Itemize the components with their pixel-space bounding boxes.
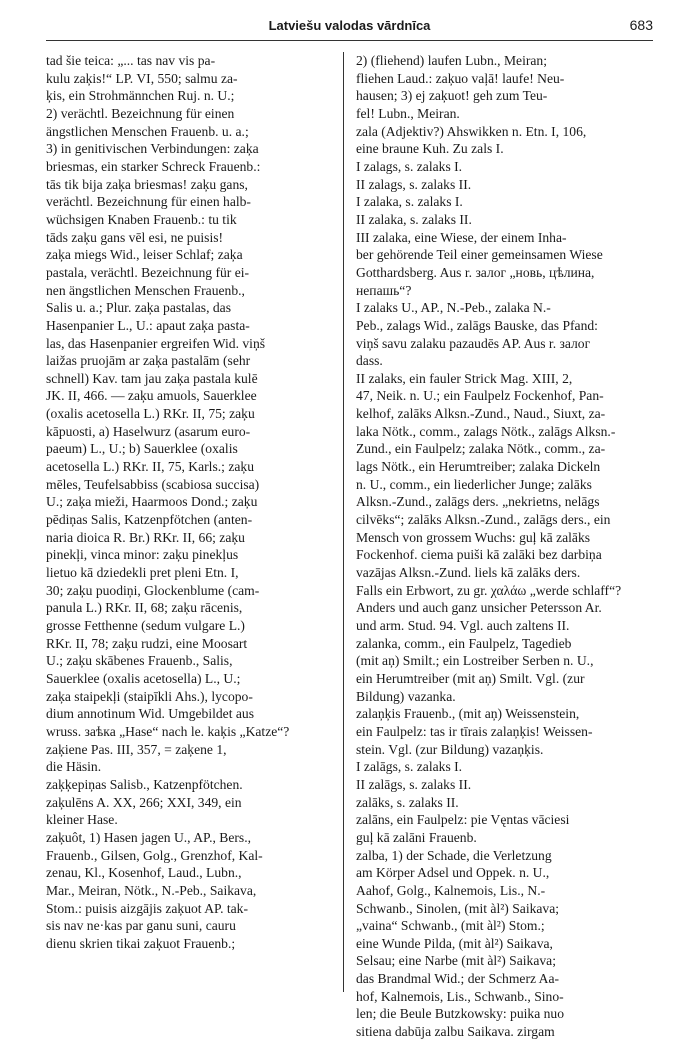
text-line: II zalaka, s. zalaks II. (356, 211, 472, 227)
page-number: 683 (629, 17, 653, 33)
text-line: viņš savu zalaku pazaudēs AP. Aus r. залог (356, 335, 591, 351)
text-line: grosse Fetthenne (sedum vulgare L.) (46, 618, 245, 633)
page-header (46, 16, 653, 41)
text-line: zalāns, ein Faulpelz: pie Vęntas vāciesi (356, 812, 570, 828)
text-line: ein Herumtreiber (mit aņ) Smilt. Vgl. (zur (356, 670, 585, 686)
text-line: naria dioica R. Br.) RKr. II, 66; zaķu (46, 529, 245, 545)
text-line: U.; zaķu skābenes Frauenb., Salis, (46, 653, 233, 669)
text-line: 3) in genitivischen Verbindungen: zaķa (46, 141, 259, 157)
text-line: zala (Adjektiv?) Ahswikken n. Etn. I, 106, (356, 123, 587, 139)
text-line: ängstlichen Menschen Frauenb. u. a.; (46, 123, 249, 139)
text-line: zalanka, comm., ein Faulpelz, Tagedieb (356, 635, 572, 651)
text-line: zaķa miegs Wid., leiser Schlaf; zaķa (46, 247, 243, 263)
text-line: zaķuôt, 1) Hasen jagen U., AP., Bers., (46, 829, 252, 845)
text-line: tad šie teica: „... tas nav vis pa- (46, 53, 216, 68)
text-line: fliehen Laud.: zaķuo vaļā! laufe! Neu- (356, 70, 565, 86)
text-line: I zalaka, s. zalaks I. (356, 194, 463, 210)
text-line: paeum) L., U.; b) Sauerklee (oxalis (46, 441, 238, 457)
text-line: Mensch von grossem Wuchs: guļ kā zalāks (356, 529, 591, 545)
text-line: Zund., ein Faulpelz; zalaka Nötk., comm., za- (356, 441, 606, 457)
text-line: Selsau; eine Narbe (mit àl²) Saikava; (356, 953, 556, 969)
text-line: eine Wunde Pilda, (mit àl²) Saikava, (356, 935, 553, 951)
text-line: 2) verächtl. Bezeichnung für einen (46, 105, 235, 121)
column-divider (343, 52, 344, 992)
text-line: schnell) Kav. tam jau zaķa pastala kulē (46, 370, 258, 386)
text-line: am Körper Adsel und Oppek. n. U., (356, 865, 550, 881)
text-line: непашь“? (356, 282, 412, 298)
text-line: panula L.) RKr. II, 68; zaķu rācenis, (46, 600, 243, 616)
text-line: briesmas, ein starker Schreck Frauenb.: (46, 158, 261, 174)
text-line: Peb., zalags Wid., zalāgs Bauske, das Pfand: (356, 317, 598, 333)
text-line: stein. Vgl. (zur Bildung) vazaņķis. (356, 741, 544, 757)
text-line: Hasenpanier L., U.: apaut zaķa pasta- (46, 317, 250, 333)
text-line: kleiner Hase. (46, 812, 118, 828)
left-column (46, 52, 332, 992)
text-line: wüchsigen Knaben Frauenb.: tu tik (46, 211, 237, 227)
text-line: las, das Hasenpanier ergreifen Wid. viņš (46, 335, 266, 351)
text-line: kulu zaķis!“ LP. VI, 550; salmu za- (46, 70, 238, 86)
text-line: Fockenhof. ciema puiši kā zalāki bez darbiņa (356, 547, 602, 563)
text-line: Mar., Meiran, Nötk., N.-Peb., Saikava, (46, 882, 257, 898)
text-line: hof, Kalnemois, Lis., Schwanb., Sino- (356, 988, 564, 1004)
text-line: Salis u. a.; Plur. zaķa pastalas, das (46, 300, 231, 316)
text-line: II zalags, s. zalaks II. (356, 176, 472, 192)
text-line: I zalāgs, s. zalaks I. (356, 759, 463, 775)
text-line: kāpuosti, a) Haselwurz (asarum euro- (46, 423, 251, 439)
text-line: die Häsin. (46, 759, 102, 775)
text-line: mēles, Teufelsabbiss (scabiosa succisa) (46, 476, 260, 492)
text-line: Stom.: puisis aizgājis zaķuot AP. tak- (46, 900, 249, 916)
text-line: I zalags, s. zalaks I. (356, 158, 463, 174)
text-line: ein Faulpelz: tas ir tīrais zalaņķis! Weissen- (356, 723, 593, 739)
text-line: 2) (fliehend) laufen Lubn., Meiran; (356, 53, 547, 68)
text-line: laižas pruojām ar zaķa pastalām (sehr (46, 353, 251, 369)
text-line: II zalāgs, s. zalaks II. (356, 776, 472, 792)
right-column (356, 52, 653, 1040)
text-line: zaķa staipekļi (staipīkli Ahs.), lycopo- (46, 688, 253, 704)
text-line: zalba, 1) der Schade, die Verletzung (356, 847, 552, 863)
text-line: fel! Lubn., Meiran. (356, 105, 460, 121)
text-line: dass. (356, 353, 383, 369)
text-line: Bildung) vazanka. (356, 688, 456, 704)
text-line: JK. II, 466. — zaķu amuols, Sauerklee (46, 388, 257, 404)
text-line: (oxalis acetosella L.) RKr. II, 75; zaķu (46, 406, 255, 422)
text-line: laka Nötk., comm., zalags Nötk., zalāgs Alksn.- (356, 423, 616, 439)
text-line: RKr. II, 78; zaķu rudzi, eine Moosart (46, 635, 248, 651)
text-line: ber gehörende Teil einer gemeinsamen Wiese (356, 247, 603, 263)
text-line: zaķķepiņas Salisb., Katzenpfötchen. (46, 776, 243, 792)
text-line: cilvēks“; zalāks Alksn.-Zund., zalāgs ders., ein (356, 512, 611, 528)
text-line: verächtl. Bezeichnung für einen halb- (46, 194, 251, 210)
text-line: III zalaka, eine Wiese, der einem Inha- (356, 229, 567, 245)
text-line: pinekļi, vinca minor: zaķu pinekļus (46, 547, 239, 563)
text-line: Anders und auch ganz unsicher Petersson Ar. (356, 600, 602, 616)
text-line: Gotthardsberg. Aus r. залог „новь, цѣлина, (356, 264, 595, 280)
text-line: zaķulēns A. XX, 266; XXI, 349, ein (46, 794, 242, 810)
text-line: wruss. заѣка „Hase“ nach le. kaķis „Katze“? (46, 723, 290, 739)
text-line: lietuo kā dziedekli pret pleni Etn. I, (46, 565, 239, 581)
text-line: zaķiene Pas. III, 357, = zaķene 1, (46, 741, 227, 757)
text-line: pēdiņas Salis, Katzenpfötchen (anten- (46, 512, 253, 528)
text-line: I zalaks U., AP., N.-Peb., zalaka N.- (356, 300, 551, 316)
text-line: U.; zaķa mieži, Haarmoos Dond.; zaķu (46, 494, 258, 510)
text-line: eine braune Kuh. Zu zals I. (356, 141, 504, 157)
text-line: hausen; 3) ej zaķuot! geh zum Teu- (356, 88, 548, 104)
page-title: Latviešu valodas vārdnīca (268, 18, 431, 33)
text-line: das Brandmal Wid.; der Schmerz Aa- (356, 971, 560, 987)
text-line: len; die Beule Butzkowsky: puika nuo (356, 1006, 565, 1022)
text-line: acetosella L.) RKr. II, 75, Karls.; zaķu (46, 459, 254, 475)
text-line: tās tik bija zaķa briesmas! zaķu gans, (46, 176, 248, 192)
text-line: ķis, ein Strohmännchen Ruj. n. U.; (46, 88, 235, 104)
text-line: dium annotinum Wid. Umgebildet aus (46, 706, 254, 722)
text-line: Schwanb., Sinolen, (mit àl²) Saikava; (356, 900, 560, 916)
text-line: zalāks, s. zalaks II. (356, 794, 459, 810)
text-line: Frauenb., Gilsen, Golg., Grenzhof, Kal- (46, 847, 263, 863)
text-line: Falls ein Erbwort, zu gr. χαλάω „werde schlaff“? (356, 582, 622, 598)
text-line: sis nav ne·kas par ganu suni, cauru (46, 918, 236, 934)
text-line: Aahof, Golg., Kalnemois, Lis., N.- (356, 882, 546, 898)
text-line: zenau, Kl., Kosenhof, Laud., Lubn., (46, 865, 242, 881)
text-line: (mit aņ) Smilt.; ein Lostreiber Serben n. U., (356, 653, 594, 669)
text-line: n. U., comm., ein liederlicher Junge; zalāks (356, 476, 592, 492)
text-line: nen ängstlichen Menschen Frauenb., (46, 282, 245, 298)
text-line: vazājas Alksn.-Zund. liels kā zalāks ders. (356, 565, 581, 581)
text-line: und arm. Stud. 94. Vgl. auch zaltens II. (356, 618, 570, 633)
text-line: 30; zaķu puodiņi, Glockenblume (cam- (46, 582, 260, 598)
text-line: zalaņķis Frauenb., (mit aņ) Weissenstein, (356, 706, 580, 722)
text-line: tāds zaķu gans vēl esi, ne puisis! (46, 229, 224, 245)
text-line: Sauerklee (oxalis acetosella) L., U.; (46, 670, 241, 686)
text-line: lags Nötk., ein Herumtreiber; zalaka Dickeln (356, 459, 601, 475)
text-line: Alksn.-Zund., zalāgs ders. „nekrietns, nelāgs (356, 494, 600, 510)
text-line: II zalaks, ein fauler Strick Mag. XIII, 2, (356, 370, 573, 386)
text-line: sitiena dabūja zalbu Saikava. zirgam (356, 1024, 555, 1040)
text-line: „vaina“ Schwanb., (mit àl²) Stom.; (356, 918, 545, 934)
text-line: pastala, verächtl. Bezeichnung für ei- (46, 264, 250, 280)
text-line: kelhof, zalāks Alksn.-Zund., Naud., Siuxt, za- (356, 406, 606, 422)
text-line: guļ kā zalāni Frauenb. (356, 829, 477, 845)
text-line: 47, Neik. n. U.; ein Faulpelz Fockenhof, Pan- (356, 388, 604, 404)
text-line: dienu skrien tikai zaķuot Frauenb.; (46, 935, 236, 951)
